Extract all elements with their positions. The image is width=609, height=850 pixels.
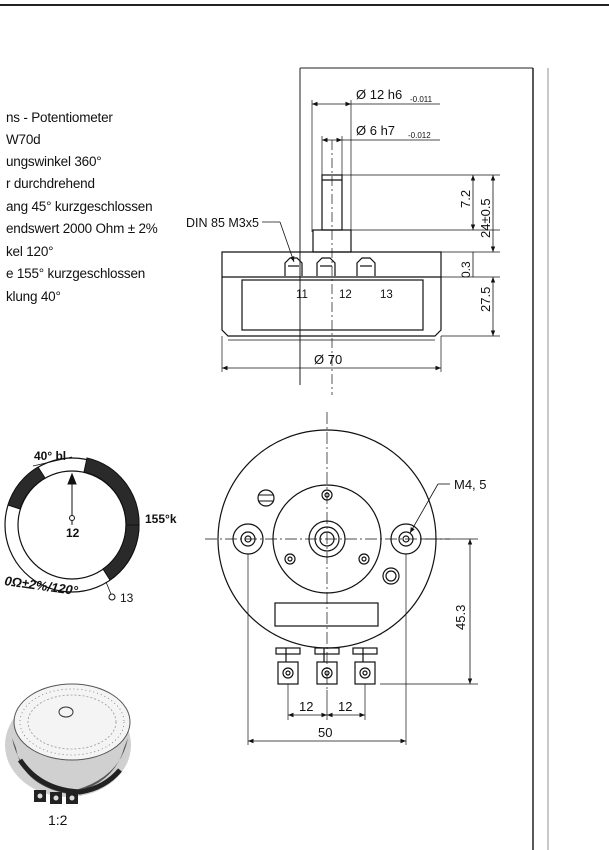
- dim-width-70: Ø 70: [314, 352, 343, 367]
- dim-50: 50: [318, 725, 333, 740]
- potentiometer-photo: [5, 684, 131, 804]
- dial-label-center: 12: [66, 526, 80, 540]
- hole-label: M4, 5: [454, 477, 487, 492]
- dim-shaft-outer: Ø 12 h6: [356, 87, 403, 102]
- spec-line-9: klung 40°: [6, 289, 61, 304]
- spec-line-8: e 155° kurzgeschlossen: [6, 266, 146, 281]
- dial-label-right: 155°k: [145, 512, 177, 526]
- dim-12-a: 12: [299, 699, 314, 714]
- dim-shaft-outer-tol: -0.011: [410, 95, 433, 104]
- spec-line-1: ns - Potentiometer: [6, 110, 113, 125]
- front-terminals: [276, 648, 377, 684]
- dim-12-b: 12: [338, 699, 353, 714]
- side-view-labels: [186, 87, 493, 367]
- screw-label: DIN 85 M3x5: [186, 216, 259, 230]
- housing-window: [242, 280, 423, 330]
- dial-label-bottom: 0Ω±2%/120°: [3, 573, 79, 599]
- spec-line-6: endswert 2000 Ohm ± 2%: [6, 221, 158, 236]
- dim-shaft-inner-tol: -0.012: [408, 131, 431, 140]
- spec-line-7: kel 120°: [6, 244, 54, 259]
- spec-line-3: ungswinkel 360°: [6, 154, 102, 169]
- screw-head: [258, 490, 274, 506]
- dim-45-3: 45.3: [453, 604, 468, 630]
- dim-0-3: 0.3: [459, 261, 473, 278]
- label-plate: [275, 603, 378, 626]
- spec-line-2: W70d: [6, 132, 41, 147]
- dim-27-5: 27.5: [478, 286, 493, 312]
- front-view: [205, 412, 478, 745]
- dial-segment-right-top: [84, 458, 139, 525]
- housing-body: [222, 252, 441, 336]
- dial-label-top: 40° bl: [34, 449, 67, 463]
- frame-lines: [300, 68, 548, 850]
- terminal-11: 11: [296, 289, 308, 301]
- dial-label-13: 13: [120, 591, 134, 605]
- dim-7-2: 7.2: [458, 189, 473, 208]
- photo-scale-label: 1:2: [48, 812, 68, 828]
- spec-line-4: r durchdrehend: [6, 176, 95, 191]
- terminal-13: 13: [380, 289, 393, 301]
- terminal-12: 12: [339, 289, 352, 301]
- dim-shaft-inner: Ø 6 h7: [356, 123, 396, 138]
- dim-24: 24±0.5: [478, 198, 493, 238]
- spec-line-5: ang 45° kurzgeschlossen: [6, 199, 153, 214]
- dial-segment-left: [8, 467, 45, 509]
- side-view: [222, 100, 500, 395]
- terminals: [285, 258, 375, 276]
